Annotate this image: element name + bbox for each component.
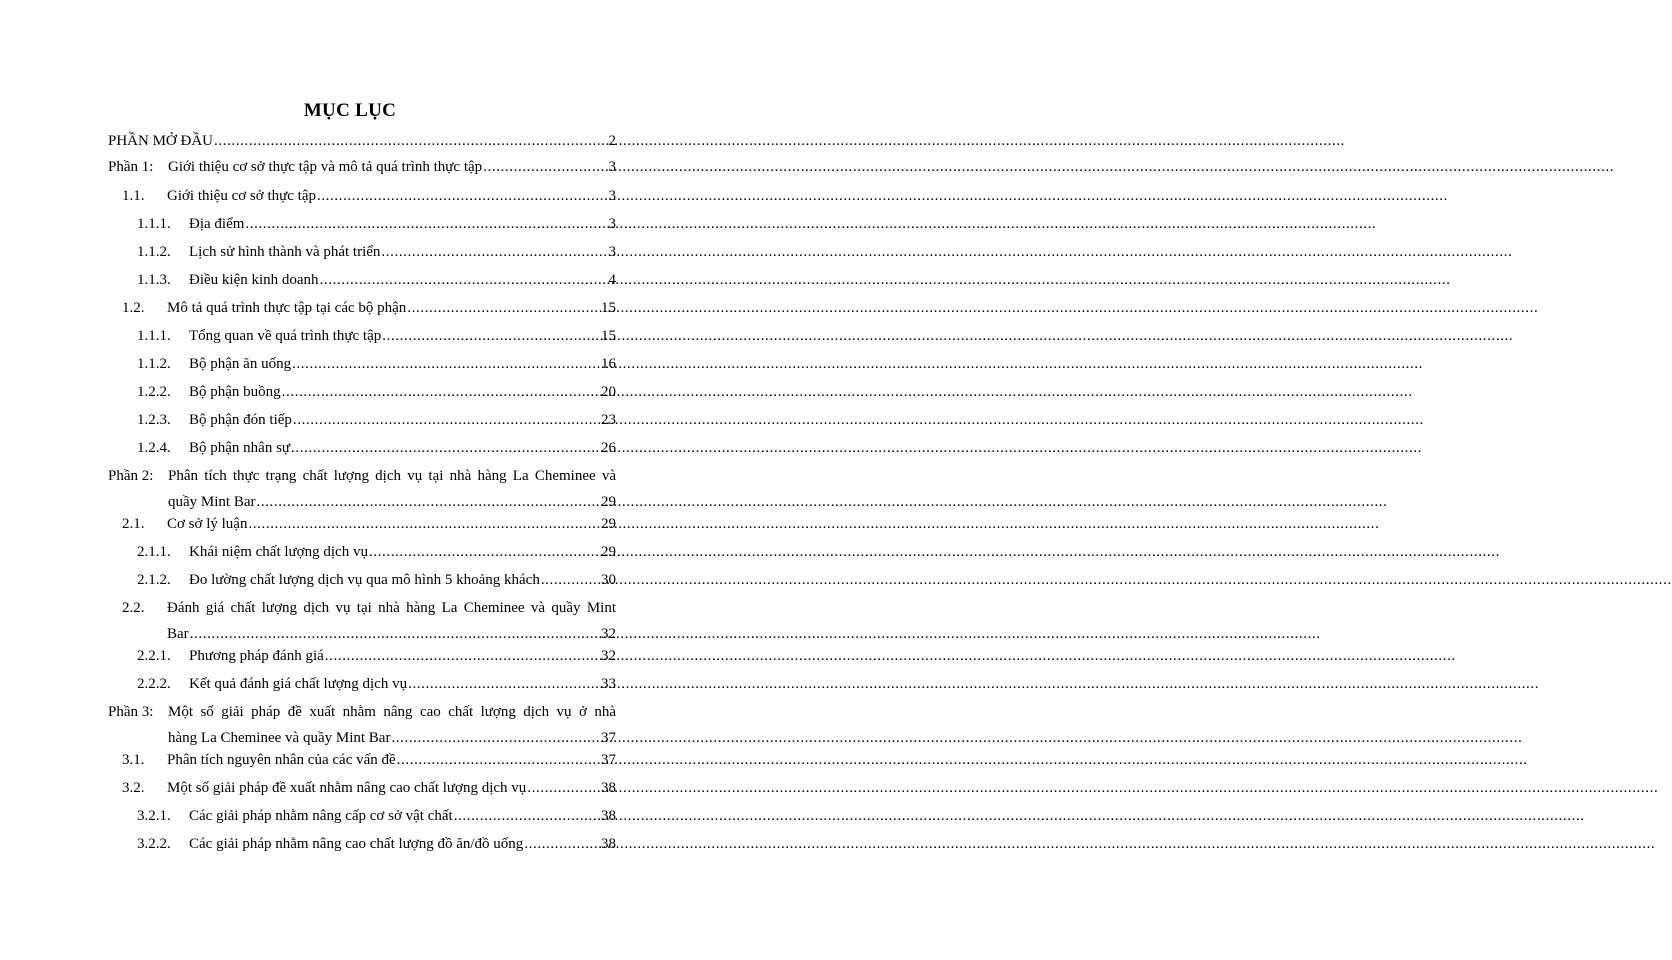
toc-entry-number: 1.1. (122, 188, 145, 204)
toc-entry-1-1-2[interactable] (137, 242, 616, 262)
toc-page-number: 38 (601, 808, 616, 824)
dot-leader (244, 214, 608, 234)
toc-entry-preface[interactable] (108, 131, 616, 151)
toc-entry-title-continued: quầy Mint Bar (168, 494, 256, 510)
dot-leader (189, 624, 601, 644)
toc-entry-2-1-2[interactable] (137, 570, 616, 590)
toc-entry-title: Bộ phận ăn uống (189, 356, 292, 372)
dot-leader (381, 326, 601, 346)
toc-entry-title: Các giải pháp nhằm nâng cấp cơ sở vật chất (189, 808, 453, 824)
toc-page-number: 33 (601, 676, 616, 692)
toc-entry-title-continued: Bar (167, 626, 189, 642)
table-of-contents (0, 0, 700, 960)
toc-entry-title: Một số giải pháp đề xuất nhằm nâng cao chất lượng dịch vụ (167, 780, 527, 796)
toc-entry-number: 1.1.2. (137, 356, 171, 372)
toc-entry-title: Bộ phận nhân sự (189, 440, 291, 456)
toc-entry-2-2[interactable] (122, 598, 616, 618)
toc-heading: MỤC LỤC (303, 100, 397, 121)
toc-entry-1-2-4[interactable] (137, 438, 616, 458)
toc-entry-number: Phần 2: (108, 468, 154, 484)
toc-entry-1-1-1[interactable] (137, 326, 616, 346)
toc-entry-number: 1.2. (122, 300, 145, 316)
toc-entry-number: Phần 3: (108, 704, 154, 720)
toc-page-number: 4 (608, 272, 616, 288)
dot-leader (390, 728, 601, 748)
toc-entry-title: Địa điểm (189, 216, 245, 232)
toc-entry-title-continued: hàng La Cheminee và quầy Mint Bar (168, 730, 391, 746)
toc-entry-1-2[interactable] (122, 298, 616, 318)
dot-leader (453, 806, 601, 826)
toc-entry-3-2-2[interactable] (137, 834, 616, 854)
toc-entry-continuation[interactable] (168, 492, 616, 512)
toc-entry-title: Giới thiệu cơ sở thực tập (167, 188, 316, 204)
toc-entry-1-1[interactable] (122, 186, 616, 206)
toc-entry-number: 3.2. (122, 780, 145, 796)
toc-entry-number: 2.2. (122, 600, 145, 616)
dot-leader (213, 131, 608, 151)
toc-entry-title: Giới thiệu cơ sở thực tập và mô tả quá trình thực tập (168, 159, 483, 175)
toc-entry-number: 3.2.1. (137, 808, 171, 824)
toc-entry-3-2[interactable] (122, 778, 616, 798)
toc-entry-title: Điều kiện kinh doanh (189, 272, 319, 288)
dot-leader (406, 298, 601, 318)
toc-entry-1-1-1[interactable] (137, 214, 616, 234)
dot-leader (407, 674, 601, 694)
dot-leader (291, 354, 601, 374)
toc-entry-title: Phương pháp đánh giá (189, 648, 324, 664)
toc-entry-title: Lịch sử hình thành và phát triển (189, 244, 381, 260)
toc-entry-number: 2.1. (122, 516, 145, 532)
toc-entry-title: Phân tích nguyên nhân của các vấn đề (167, 752, 396, 768)
toc-page-number: 23 (601, 412, 616, 428)
toc-entry-number: 2.2.1. (137, 648, 171, 664)
toc-entry-2-1[interactable] (122, 514, 616, 534)
toc-page-number: 16 (601, 356, 616, 372)
toc-page-number: 2 (608, 133, 616, 149)
toc-entry-number: 3.2.2. (137, 836, 171, 852)
toc-entry-title: Một số giải pháp đề xuất nhằm nâng cao chất lượng dịch vụ ở nhà (168, 704, 616, 720)
document-page (0, 0, 700, 960)
toc-entry-2-2-1[interactable] (137, 646, 616, 666)
toc-entry-2-2-2[interactable] (137, 674, 616, 694)
toc-page-number: 32 (601, 626, 616, 642)
dot-leader (281, 382, 601, 402)
toc-page-number: 3 (608, 159, 616, 175)
toc-entry-title: Bộ phận đón tiếp (189, 412, 292, 428)
dot-leader (290, 438, 601, 458)
toc-entry-1-1-3[interactable] (137, 270, 616, 290)
dot-leader (368, 542, 601, 562)
toc-entry-title: Kết quả đánh giá chất lượng dịch vụ (189, 676, 408, 692)
dot-leader (380, 242, 608, 262)
dot-leader (247, 514, 601, 534)
toc-entry-number: 1.1.2. (137, 244, 171, 260)
toc-entry-3-2-1[interactable] (137, 806, 616, 826)
toc-entry-title: Mô tả quá trình thực tập tại các bộ phận (167, 300, 407, 316)
dot-leader (482, 157, 608, 177)
toc-entry-2-1-1[interactable] (137, 542, 616, 562)
toc-entry-title: Cơ sở lý luận (167, 516, 248, 532)
toc-entry-number: 1.1.1. (137, 328, 171, 344)
dot-leader (526, 778, 601, 798)
dot-leader (523, 834, 601, 854)
toc-entry-number: 2.1.1. (137, 544, 171, 560)
toc-entry-title: Tổng quan về quá trình thực tập (189, 328, 382, 344)
dot-leader (324, 646, 601, 666)
toc-entry-title: PHẦN MỞ ĐẦU (108, 133, 214, 149)
toc-page-number: 30 (601, 572, 616, 588)
toc-page-number: 29 (601, 494, 616, 510)
toc-entry-title: Đánh giá chất lượng dịch vụ tại nhà hàng La Cheminee và quầy Mint (167, 600, 616, 616)
toc-entry-title: Các giải pháp nhằm nâng cao chất lượng đồ ăn/đồ uống (189, 836, 524, 852)
toc-entry-1-2-3[interactable] (137, 410, 616, 430)
toc-entry-3-1[interactable] (122, 750, 616, 770)
toc-entry-number: 3.1. (122, 752, 145, 768)
toc-entry-title: Bộ phận buồng (189, 384, 281, 400)
dot-leader (316, 186, 609, 206)
toc-page-number: 37 (601, 730, 616, 746)
toc-page-number: 3 (608, 244, 616, 260)
toc-entry-number: 1.2.3. (137, 412, 171, 428)
dot-leader (540, 570, 601, 590)
dot-leader (256, 492, 602, 512)
toc-entry-ph-n-2[interactable] (108, 466, 616, 486)
toc-page-number: 38 (601, 780, 616, 796)
toc-entry-number: 1.2.4. (137, 440, 171, 456)
toc-entry-number: 2.2.2. (137, 676, 171, 692)
toc-page-number: 26 (601, 440, 616, 456)
toc-entry-ph-n-3[interactable] (108, 702, 616, 722)
toc-page-number: 15 (601, 328, 616, 344)
toc-entry-number: 1.1.1. (137, 216, 171, 232)
toc-page-number: 38 (601, 836, 616, 852)
dot-leader (292, 410, 601, 430)
toc-entry-continuation[interactable] (167, 624, 616, 644)
toc-page-number: 15 (601, 300, 616, 316)
toc-entry-1-1-2[interactable] (137, 354, 616, 374)
toc-entry-number: 1.2.2. (137, 384, 171, 400)
toc-entry-ph-n-1[interactable] (108, 157, 616, 177)
toc-page-number: 29 (601, 544, 616, 560)
toc-entry-number: 1.1.3. (137, 272, 171, 288)
toc-entry-1-2-2[interactable] (137, 382, 616, 402)
toc-page-number: 37 (601, 752, 616, 768)
toc-entry-title: Đo lường chất lượng dịch vụ qua mô hình 5 khoảng khách (189, 572, 540, 588)
toc-entry-number: Phần 1: (108, 159, 154, 175)
dot-leader (396, 750, 601, 770)
toc-page-number: 3 (608, 188, 616, 204)
toc-page-number: 32 (601, 648, 616, 664)
dot-leader (319, 270, 609, 290)
toc-page-number: 29 (601, 516, 616, 532)
toc-entry-number: 2.1.2. (137, 572, 171, 588)
toc-page-number: 20 (601, 384, 616, 400)
toc-page-number: 3 (608, 216, 616, 232)
toc-entry-title: Phân tích thực trạng chất lượng dịch vụ tại nhà hàng La Cheminee và (168, 468, 616, 484)
toc-entry-title: Khái niệm chất lượng dịch vụ (189, 544, 368, 560)
toc-entry-continuation[interactable] (168, 728, 616, 748)
